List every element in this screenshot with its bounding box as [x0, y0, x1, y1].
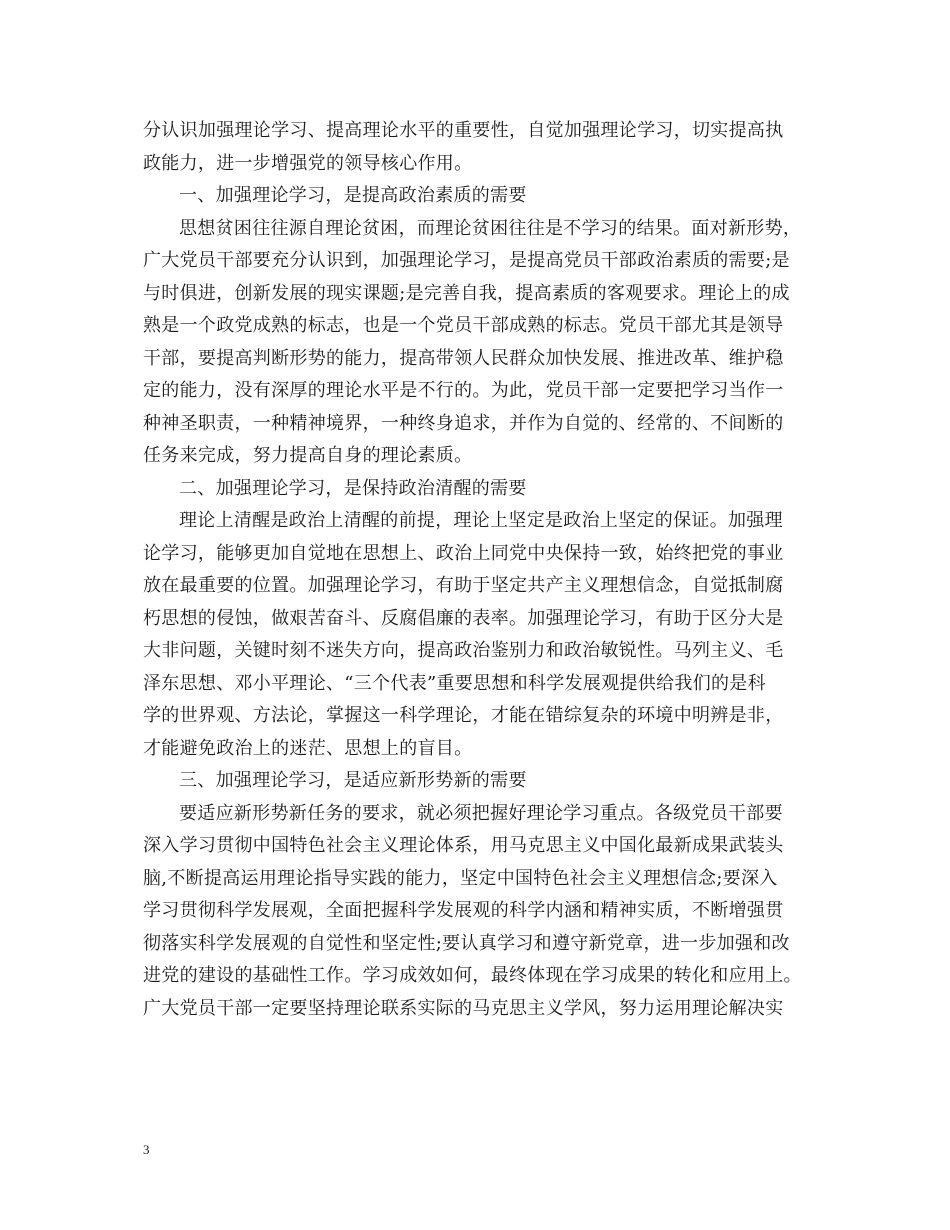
document-body — [143, 115, 810, 1025]
page-number: 3 — [143, 1142, 150, 1157]
text-line: 种神圣职责，一种精神境界，一种终身追求，并作为自觉的、经常的、不间断的 — [143, 412, 784, 434]
section-heading-3: 三、加强理论学习，是适应新形势新的需要 — [179, 770, 527, 791]
text-line: 深入学习贯彻中国特色社会主义理论体系，用马克思主义中国化最新成果武装头 — [143, 835, 784, 856]
text-line: 学习贯彻科学发展观，全面把握科学发展观的科学内涵和精神实质，不断增强贯 — [143, 900, 784, 921]
text-line: 朽思想的侵蚀，做艰苦奋斗、反腐倡廉的表率。加强理论学习，有助于区分大是 — [143, 607, 784, 629]
text-line: 大非问题，关键时刻不迷失方向，提高政治鉴别力和政治敏锐性。马列主义、毛 — [143, 640, 784, 661]
text-line: 要适应新形势新任务的要求，就必须把握好理论学习重点。各级党员干部要 — [179, 802, 783, 824]
text-line: 进党的建设的基础性工作。学习成效如何，最终体现在学习成果的转化和应用上。 — [143, 965, 802, 986]
text-line: 理论上清醒是政治上清醒的前提，理论上坚定是政治上坚定的保证。加强理 — [179, 510, 783, 531]
text-line: 定的能力，没有深厚的理论水平是不行的。为此，党员干部一定要把学习当作一 — [143, 380, 784, 401]
text-line: 与时俱进，创新发展的现实课题;是完善自我，提高素质的客观要求。理论上的成 — [143, 282, 790, 304]
text-line: 干部，要提高判断形势的能力，提高带领人民群众加快发展、推进改革、维护稳 — [143, 347, 784, 369]
text-line: 才能避免政治上的迷茫、思想上的盲目。 — [143, 737, 473, 759]
text-line: 论学习，能够更加自觉地在思想上、政治上同党中央保持一致，始终把党的事业 — [143, 542, 784, 564]
text-line: 脑,不断提高运用理论指导实践的能力，坚定中国特色社会主义理想信念;要深入 — [143, 867, 778, 889]
text-line: 任务来完成，努力提高自身的理论素质。 — [143, 445, 473, 466]
section-heading-1: 一、加强理论学习，是提高政治素质的需要 — [179, 185, 527, 206]
text-line: 思想贫困往往源自理论贫困，而理论贫困往往是不学习的结果。面对新形势， — [179, 217, 802, 239]
text-line: 泽东思想、邓小平理论、“三个代表”重要思想和科学发展观提供给我们的是科 — [143, 672, 766, 694]
text-line: 分认识加强理论学习、提高理论水平的重要性，自觉加强理论学习，切实提高执 — [143, 120, 784, 141]
text-line: 放在最重要的位置。加强理论学习，有助于坚定共产主义理想信念，自觉抵制腐 — [143, 575, 784, 596]
text-line: 彻落实科学发展观的自觉性和坚定性;要认真学习和遵守新党章，进一步加强和改 — [143, 932, 790, 954]
text-line: 广大党员干部要充分认识到，加强理论学习，是提高党员干部政治素质的需要;是 — [143, 250, 790, 271]
text-line: 学的世界观、方法论，掌握这一科学理论，才能在错综复杂的环境中明辨是非， — [143, 705, 784, 726]
text-line: 熟是一个政党成熟的标志，也是一个党员干部成熟的标志。党员干部尤其是领导 — [143, 315, 784, 336]
text-line: 政能力，进一步增强党的领导核心作用。 — [143, 152, 473, 174]
text-line: 广大党员干部一定要坚持理论联系实际的马克思主义学风，努力运用理论解决实 — [143, 997, 784, 1019]
section-heading-2: 二、加强理论学习，是保持政治清醒的需要 — [179, 477, 527, 499]
